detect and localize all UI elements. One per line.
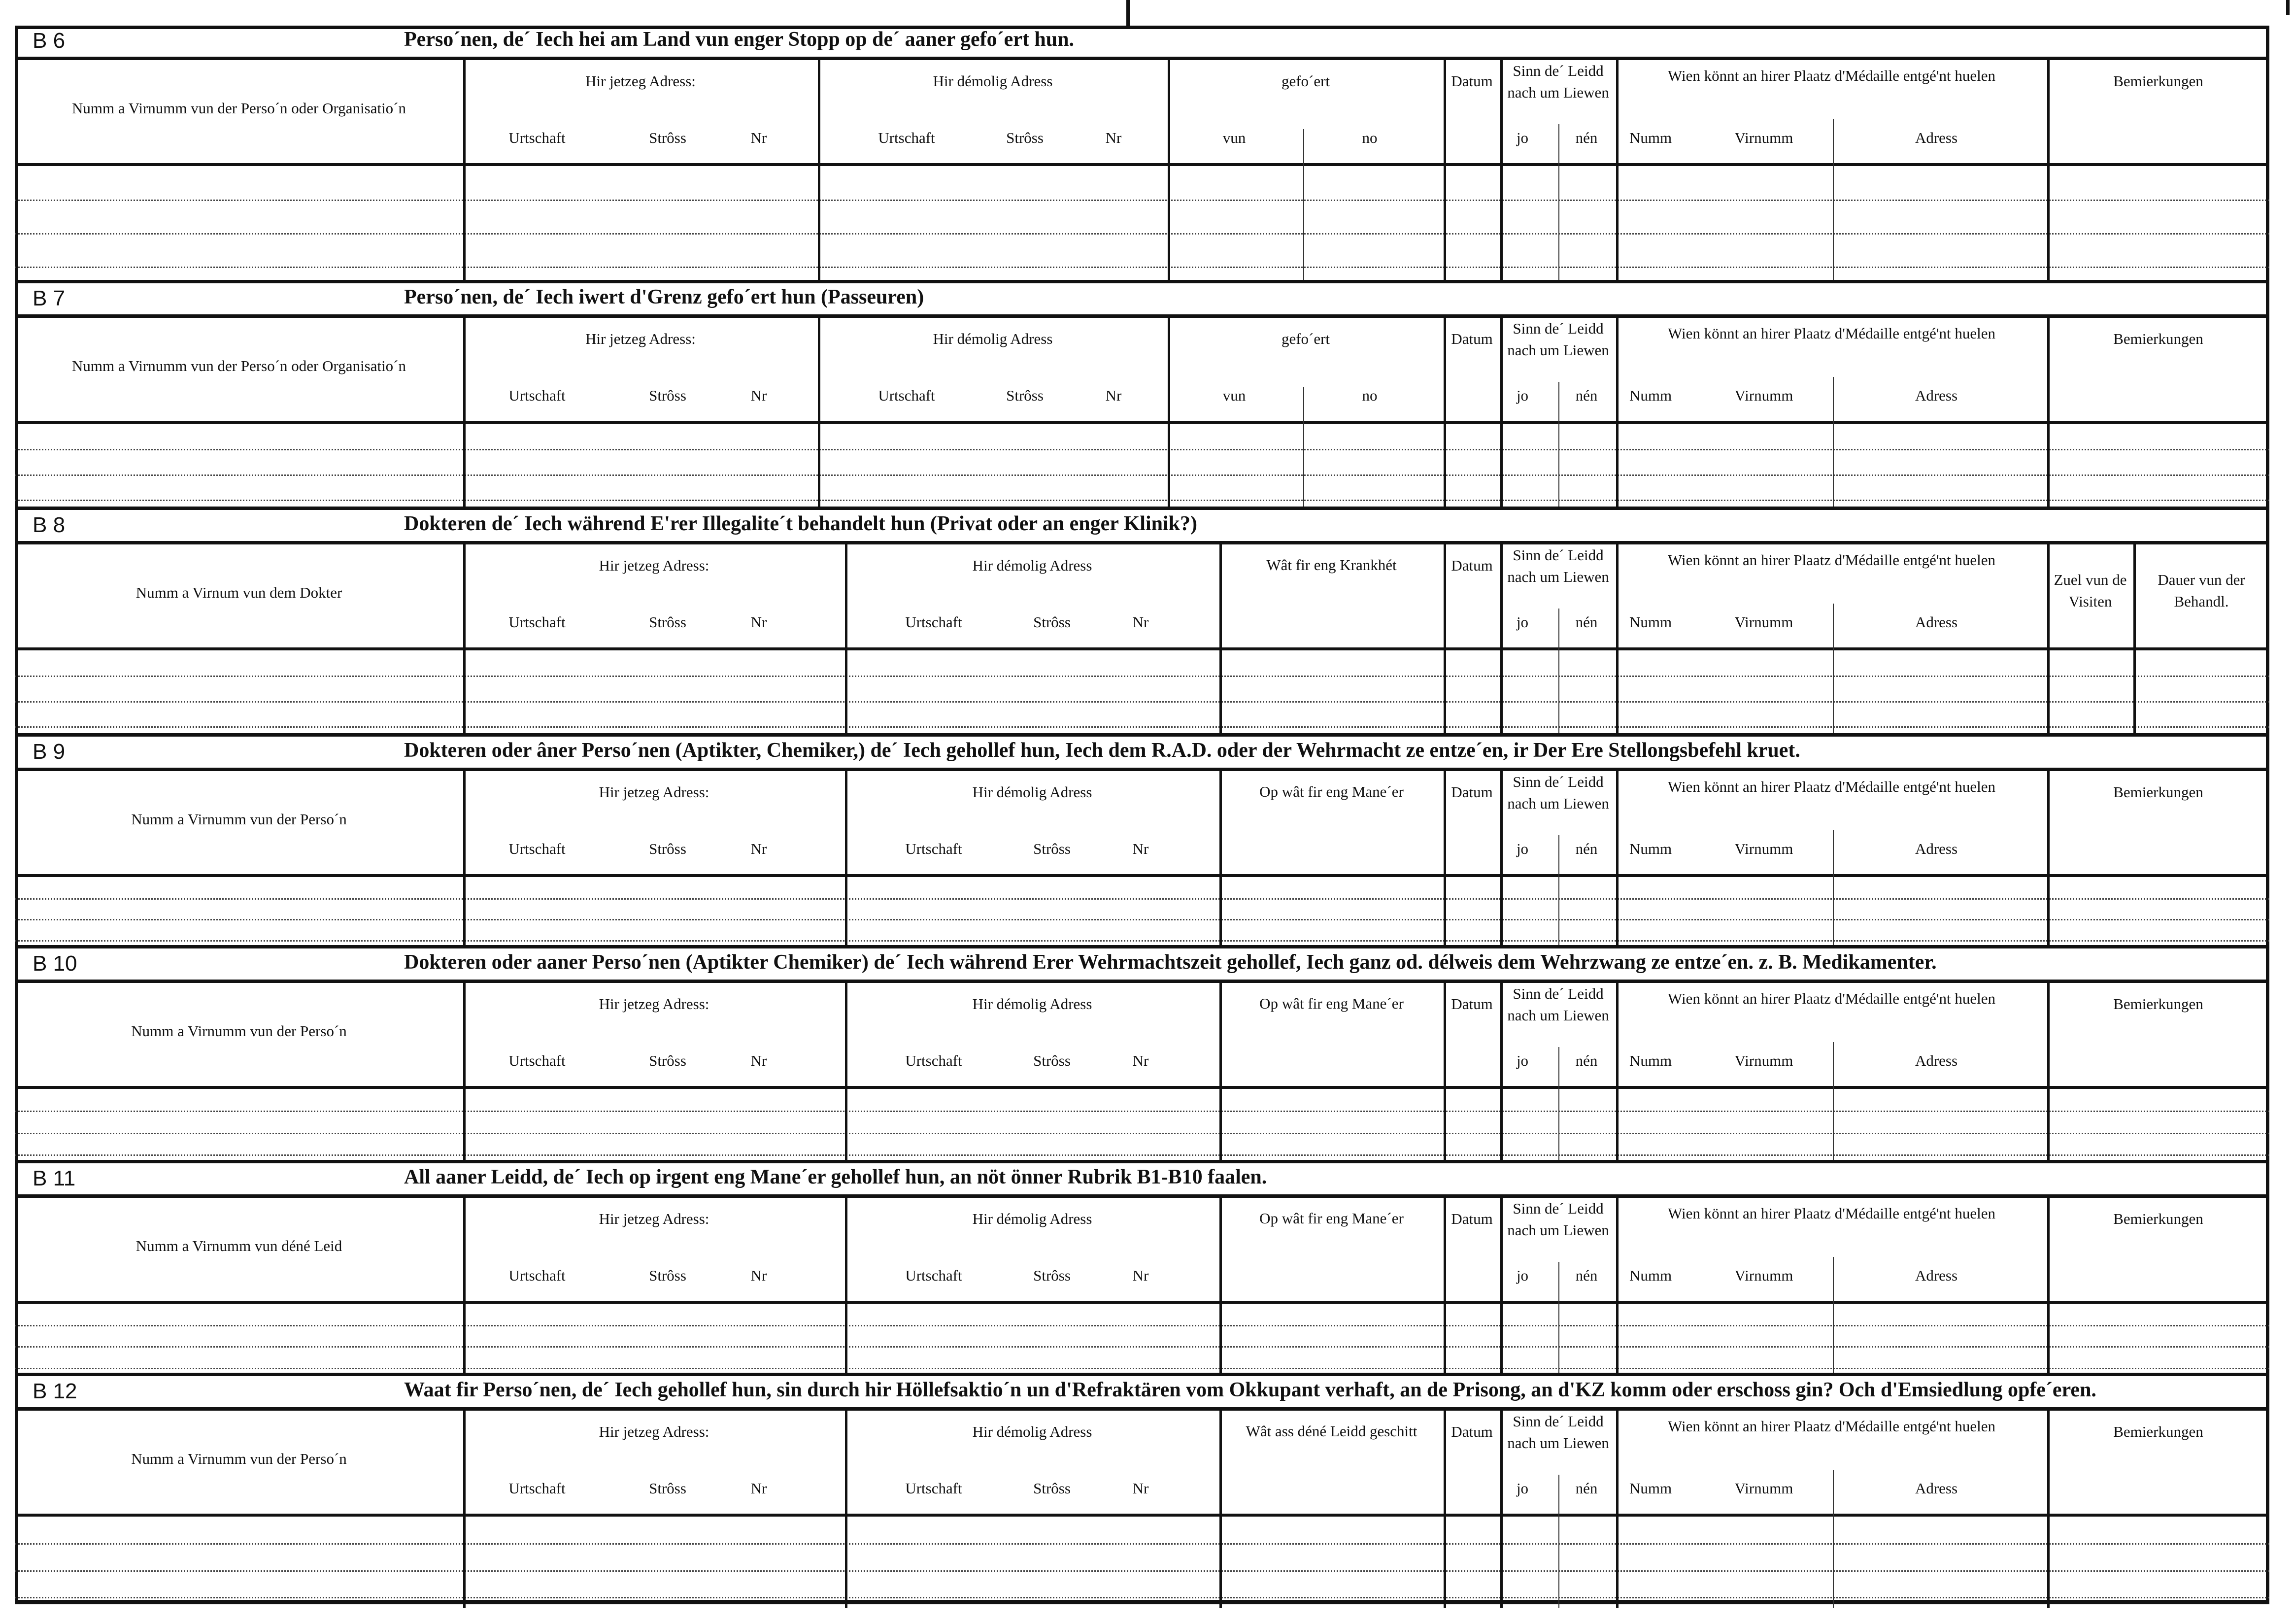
top-tick-mark (1126, 0, 1130, 26)
column-divider (1500, 1198, 1503, 1376)
entry-rows (15, 650, 2269, 737)
section-title: Dokteren de´ Iech während E'rer Illegalite´t behandelt hun (Privat oder an enger Klinik?) (404, 512, 1197, 535)
section-header (15, 737, 2269, 771)
column-divider (1616, 1411, 1619, 1608)
alive-yes: jo (1516, 840, 1529, 857)
former-address-stross: Strôss (1033, 840, 1071, 857)
datum-header: Datum (1451, 995, 1493, 1013)
writing-line (15, 1543, 2269, 1545)
alive-header: Sinn de´ Leidd nach um Liewen (1507, 1413, 1609, 1452)
former-address-urtschaft: Urtschaft (878, 129, 935, 146)
column-divider (1500, 983, 1503, 1163)
transport-to: no (1362, 387, 1378, 404)
column-divider (1616, 771, 1619, 948)
section-code: B 7 (33, 286, 66, 310)
writing-line (15, 1570, 2269, 1572)
writing-line (15, 267, 2269, 268)
detail-header: Wât fir eng Krankhét (1266, 556, 1397, 574)
medal-split (1833, 604, 1834, 737)
medal-recipient-header: Wien könnt an hirer Plaatz d'Médaille entgé'nt huelen (1667, 67, 1995, 84)
medal-split (1833, 1257, 1834, 1376)
section-b7 (15, 280, 2269, 510)
remarks-header: Bemierkungen (2113, 1210, 2203, 1227)
writing-line (15, 676, 2269, 677)
medal-virnumm: Virnumm (1734, 387, 1793, 404)
medal-numm: Numm (1629, 840, 1672, 857)
column-divider (1444, 771, 1446, 948)
column-divider (1616, 1198, 1619, 1376)
column-divider (1219, 1198, 1222, 1376)
alive-no: nén (1575, 1480, 1598, 1497)
former-address-nr: Nr (1132, 1480, 1149, 1497)
current-address-urtschaft: Urtschaft (508, 840, 566, 857)
column-header-row (15, 1411, 2269, 1517)
former-address-stross: Strôss (1033, 1267, 1071, 1284)
corner-tick-mark (2286, 0, 2290, 15)
column-divider (463, 544, 466, 737)
former-address-nr: Nr (1105, 129, 1122, 146)
section-b10 (15, 945, 2269, 1163)
current-address-urtschaft: Urtschaft (508, 1480, 566, 1497)
column-divider (2133, 544, 2136, 737)
writing-line (15, 1597, 2269, 1598)
column-divider (2047, 771, 2050, 948)
column-divider (1616, 60, 1619, 280)
alive-split (1558, 1475, 1559, 1608)
medal-virnumm: Virnumm (1734, 840, 1793, 857)
column-divider (463, 1198, 466, 1376)
column-divider (463, 983, 466, 1163)
current-address-stross: Strôss (649, 840, 686, 857)
remarks-header: Bemierkungen (2113, 330, 2203, 347)
medal-recipient-header: Wien könnt an hirer Plaatz d'Médaille entgé'nt huelen (1667, 551, 1995, 569)
medal-adress: Adress (1915, 387, 1958, 404)
medal-adress: Adress (1915, 1267, 1958, 1284)
entry-rows (15, 1304, 2269, 1376)
column-divider (1444, 1411, 1446, 1608)
writing-line (15, 898, 2269, 900)
medal-split (1833, 830, 1834, 948)
former-address-urtschaft: Urtschaft (905, 1480, 962, 1497)
current-address-nr: Nr (750, 840, 767, 857)
alive-header: Sinn de´ Leidd nach um Liewen (1507, 320, 1609, 359)
alive-header: Sinn de´ Leidd nach um Liewen (1507, 773, 1609, 812)
current-address-nr: Nr (750, 1480, 767, 1497)
current-address-header: Hir jetzeg Adress: (599, 783, 709, 801)
entry-rows (15, 1517, 2269, 1608)
remarks-header: Bemierkungen (2113, 1423, 2203, 1440)
section-code: B 10 (33, 951, 77, 976)
medal-recipient-header: Wien könnt an hirer Plaatz d'Médaille entgé'nt huelen (1667, 990, 1995, 1007)
column-divider (845, 983, 847, 1163)
column-divider (2047, 983, 2050, 1163)
remarks-header: Bemierkungen (2113, 995, 2203, 1013)
alive-yes: jo (1516, 1480, 1529, 1497)
former-address-nr: Nr (1132, 613, 1149, 631)
column-divider (1444, 318, 1446, 510)
alive-no: nén (1575, 129, 1598, 146)
former-address-nr: Nr (1132, 1052, 1149, 1069)
section-header (15, 1163, 2269, 1198)
medal-recipient-header: Wien könnt an hirer Plaatz d'Médaille entgé'nt huelen (1667, 778, 1995, 795)
former-address-urtschaft: Urtschaft (905, 613, 962, 631)
current-address-header: Hir jetzeg Adress: (585, 330, 696, 347)
transport-header: gefo´ert (1281, 72, 1330, 90)
medal-split (1833, 377, 1834, 510)
section-b11 (15, 1160, 2269, 1376)
current-address-nr: Nr (750, 1052, 767, 1069)
entry-rows (15, 166, 2269, 280)
column-divider (845, 1411, 847, 1608)
name-column-header: Numm a Virnumm vun déné Leid (135, 1237, 342, 1254)
remarks-header: Bemierkungen (2113, 72, 2203, 90)
section-code: B 6 (33, 29, 66, 53)
section-code: B 9 (33, 740, 66, 764)
current-address-urtschaft: Urtschaft (508, 387, 566, 404)
alive-split (1558, 1262, 1559, 1376)
writing-line (15, 1325, 2269, 1326)
alive-yes: jo (1516, 1267, 1529, 1284)
column-divider (845, 544, 847, 737)
column-divider (1444, 544, 1446, 737)
alive-yes: jo (1516, 1052, 1529, 1069)
entry-rows (15, 877, 2269, 948)
current-address-urtschaft: Urtschaft (508, 1267, 566, 1284)
column-divider (1500, 60, 1503, 280)
former-address-header: Hir démolig Adress (972, 783, 1092, 801)
medal-adress: Adress (1915, 1052, 1958, 1069)
column-divider (818, 318, 820, 510)
writing-line (15, 1111, 2269, 1112)
column-divider (463, 1411, 466, 1608)
section-title: Perso´nen, de´ Iech hei am Land vun enger Stopp op de´ aaner gefo´ert hun. (404, 28, 1074, 51)
current-address-stross: Strôss (649, 387, 686, 404)
current-address-nr: Nr (750, 387, 767, 404)
writing-line (15, 449, 2269, 450)
writing-line (15, 919, 2269, 920)
medal-recipient-header: Wien könnt an hirer Plaatz d'Médaille entgé'nt huelen (1667, 1205, 1995, 1222)
section-header (15, 283, 2269, 318)
alive-no: nén (1575, 387, 1598, 404)
section-title: All aaner Leidd, de´ Iech op irgent eng Mane´er gehollef hun, an nöt önner Rubrik B1-B10 faalen. (404, 1166, 1267, 1188)
entry-rows (15, 424, 2269, 510)
visits-count-header: Zuel vun de Visiten (2054, 571, 2127, 610)
detail-header: Op wât fir eng Mane´er (1259, 1210, 1404, 1227)
current-address-stross: Strôss (649, 129, 686, 146)
name-column-header: Numm a Virnumm vun der Perso´n oder Organisatio´n (71, 100, 406, 117)
column-divider (2047, 1198, 2050, 1376)
writing-line (15, 726, 2269, 728)
column-divider (1444, 60, 1446, 280)
current-address-stross: Strôss (649, 613, 686, 631)
alive-split (1558, 835, 1559, 948)
medal-adress: Adress (1915, 129, 1958, 146)
datum-header: Datum (1451, 783, 1493, 801)
medal-virnumm: Virnumm (1734, 1052, 1793, 1069)
medal-virnumm: Virnumm (1734, 129, 1793, 146)
former-address-urtschaft: Urtschaft (878, 387, 935, 404)
former-address-header: Hir démolig Adress (972, 557, 1092, 574)
alive-split (1558, 124, 1559, 280)
datum-header: Datum (1451, 330, 1493, 347)
medal-recipient-header: Wien könnt an hirer Plaatz d'Médaille entgé'nt huelen (1667, 1418, 1995, 1435)
current-address-header: Hir jetzeg Adress: (585, 72, 696, 90)
section-code: B 12 (33, 1379, 77, 1403)
column-divider (1500, 544, 1503, 737)
medal-split (1833, 1042, 1834, 1163)
current-address-nr: Nr (750, 613, 767, 631)
current-address-nr: Nr (750, 129, 767, 146)
current-address-header: Hir jetzeg Adress: (599, 1423, 709, 1440)
former-address-stross: Strôss (1006, 387, 1044, 404)
column-divider (2047, 60, 2050, 280)
writing-line (15, 200, 2269, 201)
name-column-header: Numm a Virnumm vun der Perso´n (131, 811, 347, 828)
current-address-stross: Strôss (649, 1480, 686, 1497)
name-column-header: Numm a Virnumm vun der Perso´n (131, 1450, 347, 1467)
writing-line (15, 1368, 2269, 1369)
column-divider (2047, 318, 2050, 510)
column-header-row (15, 318, 2269, 424)
detail-header: Op wât fir eng Mane´er (1259, 995, 1404, 1012)
transport-from: vun (1222, 129, 1246, 146)
column-divider (1616, 318, 1619, 510)
datum-header: Datum (1451, 557, 1493, 574)
medal-adress: Adress (1915, 840, 1958, 857)
column-divider (1444, 1198, 1446, 1376)
detail-header: Op wât fir eng Mane´er (1259, 783, 1404, 800)
current-address-stross: Strôss (649, 1267, 686, 1284)
alive-yes: jo (1516, 613, 1529, 631)
current-address-urtschaft: Urtschaft (508, 129, 566, 146)
medal-numm: Numm (1629, 1267, 1672, 1284)
former-address-header: Hir démolig Adress (933, 330, 1053, 347)
column-divider (1616, 983, 1619, 1163)
former-address-header: Hir démolig Adress (933, 72, 1053, 90)
column-divider (463, 771, 466, 948)
medal-numm: Numm (1629, 387, 1672, 404)
column-divider (1500, 1411, 1503, 1608)
datum-header: Datum (1451, 72, 1493, 90)
medal-virnumm: Virnumm (1734, 1480, 1793, 1497)
column-divider (1219, 544, 1222, 737)
column-divider (845, 771, 847, 948)
transport-split (1303, 129, 1304, 280)
column-header-row (15, 983, 2269, 1089)
section-b6 (15, 26, 2269, 280)
alive-no: nén (1575, 1052, 1598, 1069)
former-address-header: Hir démolig Adress (972, 995, 1092, 1013)
section-title: Dokteren oder âner Perso´nen (Aptikter, Chemiker,) de´ Iech gehollef hun, Iech dem R.A.D. oder der Wehrmacht ze entze´en, ir Der Ere Stellongsbefehl kruet. (404, 739, 1800, 762)
transport-to: no (1362, 129, 1378, 146)
remarks-header: Bemierkungen (2113, 783, 2203, 801)
column-header-row (15, 771, 2269, 877)
section-title: Dokteren oder aaner Perso´nen (Aptikter Chemiker) de´ Iech während Erer Wehrmachtszeit gehollef, Iech ganz od. délweis dem Wehrzwang ze entze´en. z. B. Medikamenter. (404, 951, 1937, 974)
transport-from: vun (1222, 387, 1246, 404)
detail-header: Wât ass déné Leidd geschitt (1246, 1422, 1417, 1440)
column-divider (463, 60, 466, 280)
column-header-row (15, 544, 2269, 650)
column-divider (1219, 983, 1222, 1163)
writing-line (15, 233, 2269, 235)
section-header (15, 1376, 2269, 1411)
former-address-nr: Nr (1132, 1267, 1149, 1284)
transport-split (1303, 387, 1304, 510)
alive-header: Sinn de´ Leidd nach um Liewen (1507, 62, 1609, 101)
section-code: B 8 (33, 513, 66, 537)
column-divider (1616, 544, 1619, 737)
former-address-nr: Nr (1132, 840, 1149, 857)
column-header-row (15, 1198, 2269, 1304)
current-address-header: Hir jetzeg Adress: (599, 1210, 709, 1227)
alive-yes: jo (1516, 129, 1529, 146)
writing-line (15, 1346, 2269, 1348)
former-address-stross: Strôss (1006, 129, 1044, 146)
medal-adress: Adress (1915, 613, 1958, 631)
column-divider (1500, 771, 1503, 948)
current-address-urtschaft: Urtschaft (508, 613, 566, 631)
medal-virnumm: Virnumm (1734, 613, 1793, 631)
medal-recipient-header: Wien könnt an hirer Plaatz d'Médaille entgé'nt huelen (1667, 325, 1995, 342)
column-divider (1500, 318, 1503, 510)
column-divider (1219, 771, 1222, 948)
current-address-header: Hir jetzeg Adress: (599, 995, 709, 1013)
current-address-nr: Nr (750, 1267, 767, 1284)
medal-adress: Adress (1915, 1480, 1958, 1497)
section-header (15, 948, 2269, 983)
entry-rows (15, 1089, 2269, 1163)
alive-split (1558, 609, 1559, 737)
former-address-urtschaft: Urtschaft (905, 1052, 962, 1069)
alive-header: Sinn de´ Leidd nach um Liewen (1507, 985, 1609, 1024)
column-divider (2047, 1411, 2050, 1608)
alive-header: Sinn de´ Leidd nach um Liewen (1507, 1200, 1609, 1239)
column-divider (1444, 983, 1446, 1163)
section-header (15, 510, 2269, 544)
current-address-header: Hir jetzeg Adress: (599, 557, 709, 574)
alive-split (1558, 382, 1559, 510)
medal-split (1833, 1470, 1834, 1608)
current-address-stross: Strôss (649, 1052, 686, 1069)
writing-line (15, 701, 2269, 703)
column-divider (1168, 318, 1170, 510)
former-address-nr: Nr (1105, 387, 1122, 404)
name-column-header: Numm a Virnumm vun der Perso´n oder Organisatio´n (71, 357, 406, 374)
column-divider (463, 318, 466, 510)
section-b9 (15, 733, 2269, 948)
former-address-stross: Strôss (1033, 1052, 1071, 1069)
treatment-duration-header: Dauer vun der Behandl. (2158, 571, 2245, 610)
name-column-header: Numm a Virnum vun dem Dokter (135, 584, 342, 601)
section-title: Waat fir Perso´nen, de´ Iech gehollef hun, sin durch hir Höllefsaktio´n un d'Refraktären vom Okkupant verhaft, an de Prisong, an d'KZ komm oder erschoss gin? Och d'Emsiedlung opfe´eren. (404, 1379, 2096, 1401)
medal-split (1833, 119, 1834, 280)
writing-line (15, 500, 2269, 501)
medal-numm: Numm (1629, 613, 1672, 631)
alive-split (1558, 1047, 1559, 1163)
writing-line (15, 1133, 2269, 1134)
medal-numm: Numm (1629, 1480, 1672, 1497)
transport-header: gefo´ert (1281, 330, 1330, 347)
writing-line (15, 940, 2269, 942)
column-divider (818, 60, 820, 280)
datum-header: Datum (1451, 1423, 1493, 1440)
column-header-row (15, 60, 2269, 166)
column-divider (2047, 544, 2050, 737)
former-address-header: Hir démolig Adress (972, 1423, 1092, 1440)
alive-no: nén (1575, 1267, 1598, 1284)
former-address-stross: Strôss (1033, 1480, 1071, 1497)
name-column-header: Numm a Virnumm vun der Perso´n (131, 1022, 347, 1040)
column-divider (845, 1198, 847, 1376)
current-address-urtschaft: Urtschaft (508, 1052, 566, 1069)
alive-header: Sinn de´ Leidd nach um Liewen (1507, 546, 1609, 585)
former-address-header: Hir démolig Adress (972, 1210, 1092, 1227)
alive-no: nén (1575, 840, 1598, 857)
section-code: B 11 (33, 1166, 76, 1190)
datum-header: Datum (1451, 1210, 1493, 1227)
former-address-urtschaft: Urtschaft (905, 1267, 962, 1284)
writing-line (15, 474, 2269, 476)
alive-no: nén (1575, 613, 1598, 631)
section-title: Perso´nen, de´ Iech iwert d'Grenz gefo´ert hun (Passeuren) (404, 286, 924, 308)
medal-numm: Numm (1629, 1052, 1672, 1069)
former-address-urtschaft: Urtschaft (905, 840, 962, 857)
section-b12 (15, 1373, 2269, 1608)
medal-numm: Numm (1629, 129, 1672, 146)
section-b8 (15, 507, 2269, 737)
former-address-stross: Strôss (1033, 613, 1071, 631)
writing-line (15, 1154, 2269, 1156)
section-header (15, 26, 2269, 60)
column-divider (1219, 1411, 1222, 1608)
medal-virnumm: Virnumm (1734, 1267, 1793, 1284)
column-divider (1168, 60, 1170, 280)
alive-yes: jo (1516, 387, 1529, 404)
